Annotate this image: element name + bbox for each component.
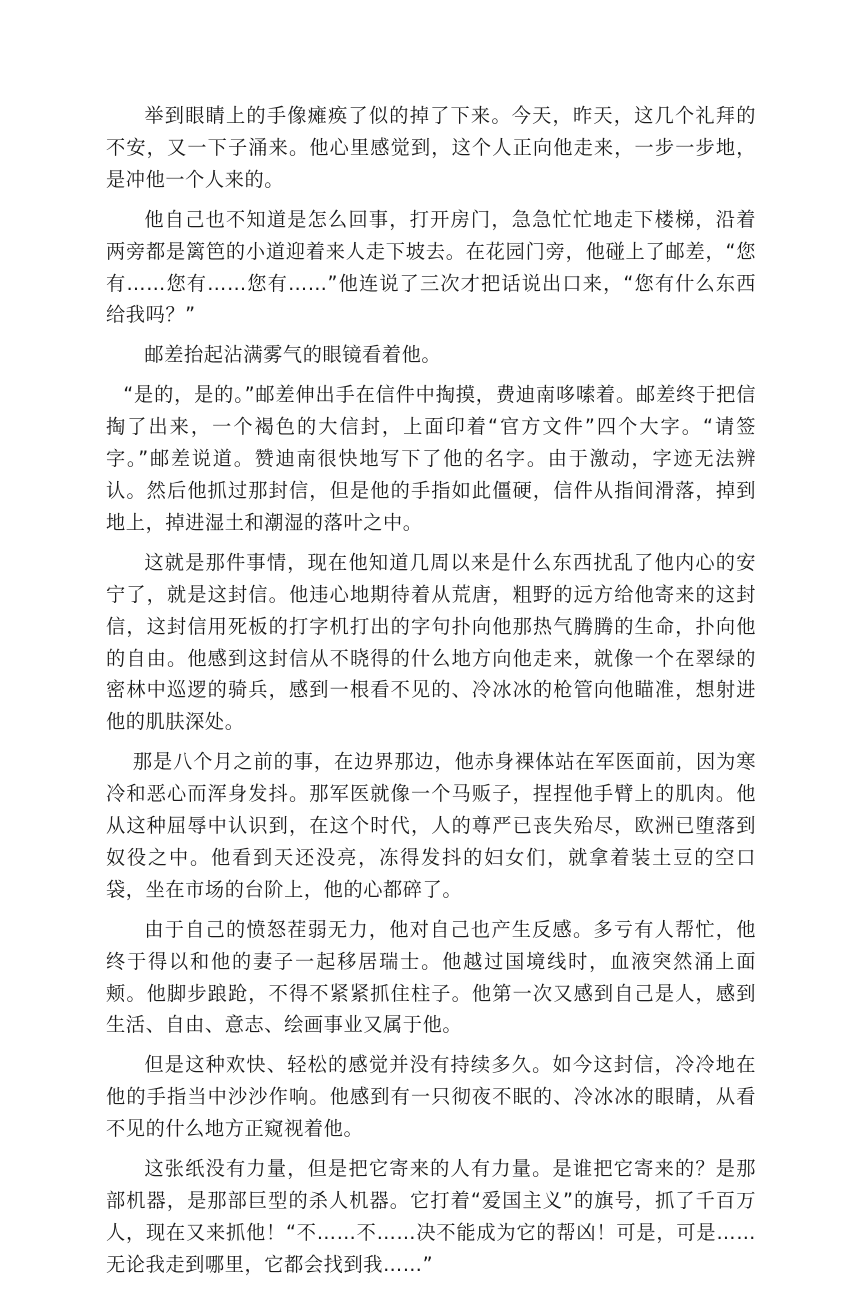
- paragraph-2: 他自己也不知道是怎么回事，打开房门，急急忙忙地走下楼梯，沿着两旁都是篱笆的小道迎着来人走下坡去。在花园门旁，他碰上了邮差，“您有……您有……您有……”他连说了三次才把话说出口来，“您有什么东西给我吗？”: [106, 207, 756, 327]
- paragraph-4: “是的，是的。”邮差伸出手在信件中掏摸，费迪南哆嗦着。邮差终于把信掏了出来，一个褐色的大信封，上面印着“官方文件”四个大字。“请签字。”邮差说道。赞迪南很快地写下了他的名字。由于激动，字迹无法辨认。然后他抓过那封信，但是他的手指如此僵硬，信件从指间滑落，掉到地上，掉进湿土和潮湿的落叶之中。: [106, 383, 756, 534]
- paragraph-5: 这就是那件事情，现在他知道几周以来是什么东西扰乱了他内心的安宁了，就是这封信。他违心地期待着从荒唐，粗野的远方给他寄来的这封信，这封信用死板的打字机打出的字句扑向他那热气腾腾的生命，扑向他的自由。他感到这封信从不晓得的什么地方向他走来，就像一个在翠绿的密林中巡逻的骑兵，感到一根看不见的、冷冰冰的枪管向他瞄准，想射进他的肌肤深处。: [106, 550, 756, 734]
- paragraph-1: 举到眼睛上的手像瘫痪了似的掉了下来。今天，昨天，这几个礼拜的不安，又一下子涌来。他心里感觉到，这个人正向他走来，一步一步地，是冲他一个人来的。: [106, 104, 756, 191]
- paragraph-9: 这张纸没有力量，但是把它寄来的人有力量。是谁把它寄来的？是那部机器，是那部巨型的杀人机器。它打着“爱国主义”的旗号，抓了千百万人，现在又来抓他！“不……不……决不能成为它的帮凶！可是，可是……无论我走到哪里，它都会找到我……”: [106, 1157, 756, 1276]
- paragraph-7: 由于自己的愤怒茬弱无力，他对自己也产生反感。多亏有人帮忙，他终于得以和他的妻子一起移居瑞士。他越过国境线时，血液突然涌上面颊。他脚步踉跄，不得不紧紧抓住柱子。他第一次又感到自己是人，感到生活、自由、意志、绘画事业又属于他。: [106, 917, 756, 1037]
- paragraph-6: 那是八个月之前的事，在边界那边，他赤身裸体站在军医面前，因为寒冷和恶心而浑身发抖。那军医就像一个马贩子，捏捏他手臂上的肌肉。他从这种屈辱中认识到，在这个时代，人的尊严已丧失殆尽，欧洲已堕落到奴役之中。他看到天还没亮，冻得发抖的妇女们，就拿着装土豆的空口袋，坐在市场的台阶上，他的心都碎了。: [106, 750, 756, 901]
- paragraph-8: 但是这种欢快、轻松的感觉并没有持续多久。如今这封信，冷冷地在他的手指当中沙沙作响。他感到有一只彻夜不眠的、冷冰冰的眼睛，从看不见的什么地方正窥视着他。: [106, 1053, 756, 1141]
- document-body: [106, 100, 756, 1289]
- paragraph-3: 邮差抬起沾满雾气的眼镜看着他。: [144, 343, 442, 367]
